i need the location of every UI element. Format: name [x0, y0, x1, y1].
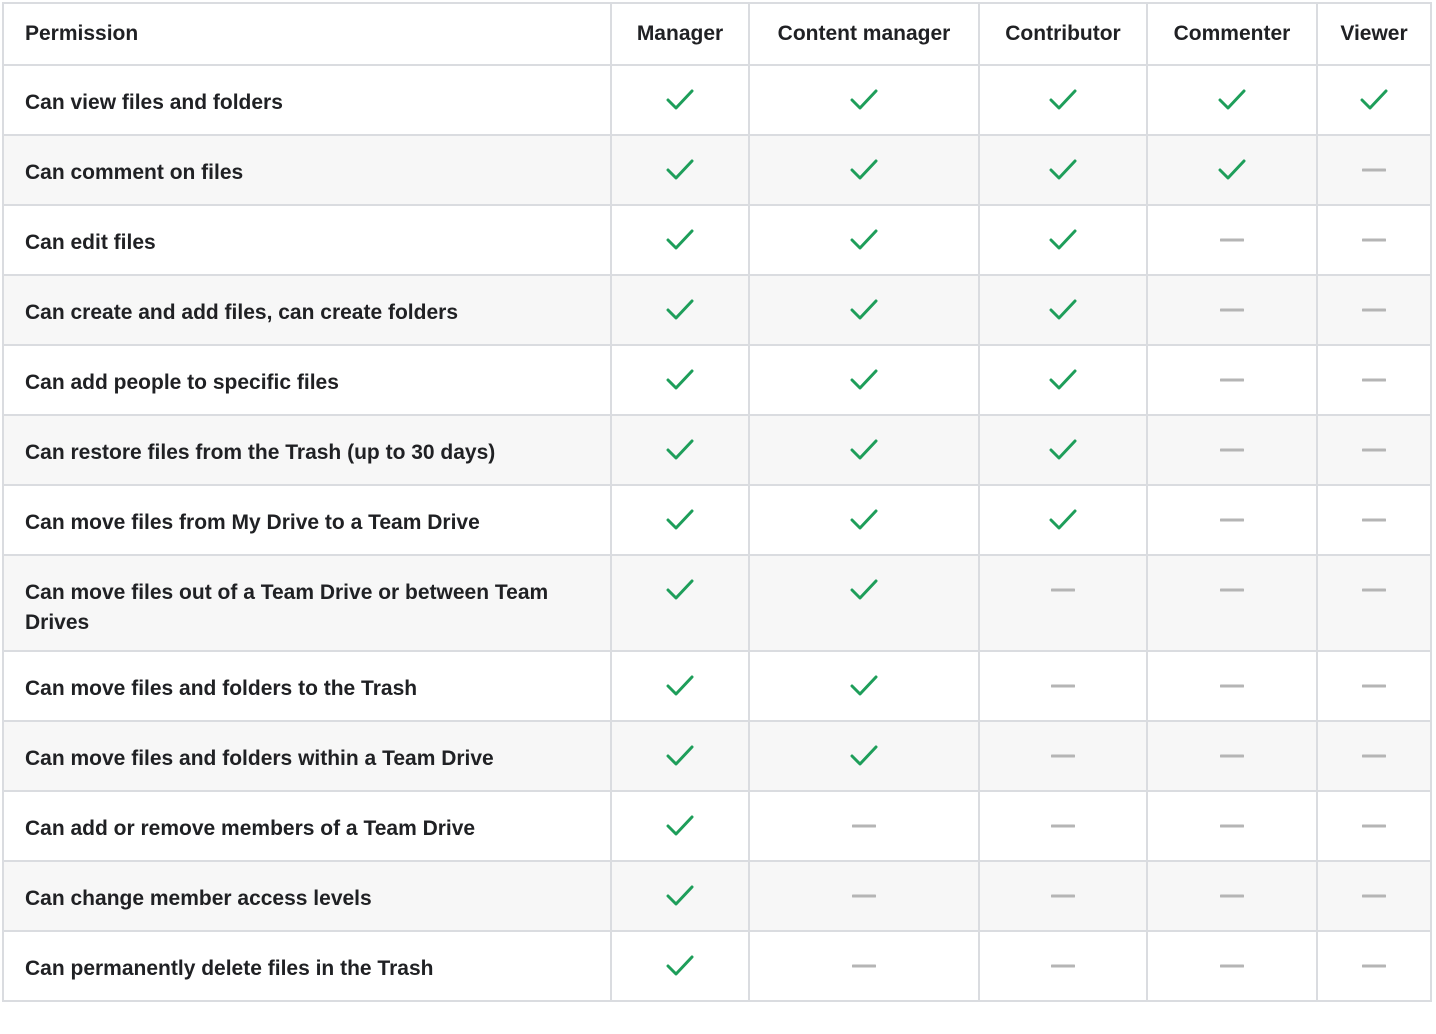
checkmark-icon	[666, 884, 694, 908]
cell-manager	[611, 415, 749, 485]
permission-label: Can comment on files	[3, 135, 611, 205]
checkmark-icon	[666, 368, 694, 392]
checkmark-icon	[850, 88, 878, 112]
checkmark-icon	[666, 438, 694, 462]
cell-viewer	[1317, 135, 1431, 205]
permissions-table-container	[2, 2, 1432, 1002]
table-row	[3, 415, 1431, 485]
dash-icon	[1362, 954, 1386, 978]
checkmark-icon	[850, 368, 878, 392]
dash-icon	[1362, 438, 1386, 462]
cell-manager	[611, 721, 749, 791]
table-row	[3, 135, 1431, 205]
checkmark-icon	[1218, 158, 1246, 182]
cell-contributor	[979, 651, 1147, 721]
dash-icon	[1220, 228, 1244, 252]
cell-contributor	[979, 931, 1147, 1001]
checkmark-icon	[850, 438, 878, 462]
cell-manager	[611, 651, 749, 721]
checkmark-icon	[666, 508, 694, 532]
dash-icon	[1220, 438, 1244, 462]
cell-commenter	[1147, 721, 1317, 791]
cell-viewer	[1317, 651, 1431, 721]
permission-label: Can create and add files, can create folders	[3, 275, 611, 345]
dash-icon	[1051, 814, 1075, 838]
dash-icon	[1051, 674, 1075, 698]
cell-commenter	[1147, 931, 1317, 1001]
dash-icon	[1220, 508, 1244, 532]
dash-icon	[1362, 884, 1386, 908]
cell-commenter	[1147, 345, 1317, 415]
dash-icon	[1362, 228, 1386, 252]
cell-viewer	[1317, 791, 1431, 861]
cell-content-manager	[749, 555, 979, 651]
cell-content-manager	[749, 205, 979, 275]
checkmark-icon	[850, 578, 878, 602]
dash-icon	[1362, 744, 1386, 768]
cell-contributor	[979, 555, 1147, 651]
checkmark-icon	[666, 674, 694, 698]
cell-contributor	[979, 485, 1147, 555]
dash-icon	[1362, 674, 1386, 698]
cell-manager	[611, 555, 749, 651]
dash-icon	[1362, 368, 1386, 392]
cell-commenter	[1147, 555, 1317, 651]
table-row	[3, 861, 1431, 931]
dash-icon	[1220, 578, 1244, 602]
column-header-viewer: Viewer	[1317, 3, 1431, 65]
cell-contributor	[979, 721, 1147, 791]
table-row	[3, 651, 1431, 721]
column-header-permission: Permission	[3, 3, 611, 65]
dash-icon	[1220, 814, 1244, 838]
permission-label: Can edit files	[3, 205, 611, 275]
cell-content-manager	[749, 275, 979, 345]
cell-manager	[611, 931, 749, 1001]
cell-viewer	[1317, 721, 1431, 791]
cell-contributor	[979, 275, 1147, 345]
cell-content-manager	[749, 861, 979, 931]
permission-label: Can move files from My Drive to a Team Drive	[3, 485, 611, 555]
cell-manager	[611, 791, 749, 861]
dash-icon	[852, 954, 876, 978]
table-row	[3, 721, 1431, 791]
table-row	[3, 345, 1431, 415]
cell-commenter	[1147, 275, 1317, 345]
permission-label: Can add people to specific files	[3, 345, 611, 415]
permission-label: Can restore files from the Trash (up to 30 days)	[3, 415, 611, 485]
dash-icon	[1362, 298, 1386, 322]
cell-content-manager	[749, 721, 979, 791]
checkmark-icon	[1360, 88, 1388, 112]
checkmark-icon	[850, 228, 878, 252]
dash-icon	[1220, 368, 1244, 392]
permission-label: Can move files and folders within a Team Drive	[3, 721, 611, 791]
column-header-manager: Manager	[611, 3, 749, 65]
checkmark-icon	[666, 578, 694, 602]
checkmark-icon	[850, 158, 878, 182]
cell-content-manager	[749, 651, 979, 721]
permission-label: Can change member access levels	[3, 861, 611, 931]
dash-icon	[1051, 744, 1075, 768]
cell-manager	[611, 205, 749, 275]
checkmark-icon	[1218, 88, 1246, 112]
dash-icon	[1051, 954, 1075, 978]
checkmark-icon	[666, 814, 694, 838]
checkmark-icon	[850, 508, 878, 532]
cell-commenter	[1147, 485, 1317, 555]
permissions-table	[2, 2, 1432, 1002]
checkmark-icon	[666, 88, 694, 112]
cell-content-manager	[749, 345, 979, 415]
cell-viewer	[1317, 345, 1431, 415]
cell-manager	[611, 861, 749, 931]
dash-icon	[1362, 158, 1386, 182]
checkmark-icon	[666, 954, 694, 978]
cell-viewer	[1317, 205, 1431, 275]
cell-contributor	[979, 135, 1147, 205]
cell-manager	[611, 65, 749, 135]
cell-viewer	[1317, 555, 1431, 651]
checkmark-icon	[1049, 368, 1077, 392]
dash-icon	[1220, 298, 1244, 322]
cell-viewer	[1317, 931, 1431, 1001]
dash-icon	[852, 884, 876, 908]
cell-manager	[611, 345, 749, 415]
permissions-table-body	[3, 65, 1431, 1001]
cell-contributor	[979, 205, 1147, 275]
cell-contributor	[979, 415, 1147, 485]
cell-contributor	[979, 345, 1147, 415]
checkmark-icon	[1049, 438, 1077, 462]
cell-manager	[611, 275, 749, 345]
table-row	[3, 275, 1431, 345]
column-header-contributor: Contributor	[979, 3, 1147, 65]
cell-commenter	[1147, 791, 1317, 861]
permission-label: Can add or remove members of a Team Drive	[3, 791, 611, 861]
dash-icon	[1051, 884, 1075, 908]
cell-commenter	[1147, 205, 1317, 275]
cell-content-manager	[749, 791, 979, 861]
dash-icon	[1220, 674, 1244, 698]
cell-commenter	[1147, 65, 1317, 135]
permission-label: Can view files and folders	[3, 65, 611, 135]
checkmark-icon	[850, 674, 878, 698]
checkmark-icon	[850, 298, 878, 322]
permission-label: Can permanently delete files in the Trash	[3, 931, 611, 1001]
dash-icon	[1220, 954, 1244, 978]
cell-contributor	[979, 861, 1147, 931]
permission-label: Can move files and folders to the Trash	[3, 651, 611, 721]
dash-icon	[1362, 578, 1386, 602]
dash-icon	[1220, 884, 1244, 908]
dash-icon	[852, 814, 876, 838]
table-row	[3, 931, 1431, 1001]
cell-contributor	[979, 791, 1147, 861]
checkmark-icon	[1049, 508, 1077, 532]
cell-contributor	[979, 65, 1147, 135]
checkmark-icon	[1049, 158, 1077, 182]
cell-viewer	[1317, 415, 1431, 485]
cell-viewer	[1317, 275, 1431, 345]
column-header-content-manager: Content manager	[749, 3, 979, 65]
checkmark-icon	[666, 228, 694, 252]
dash-icon	[1362, 508, 1386, 532]
cell-content-manager	[749, 931, 979, 1001]
cell-viewer	[1317, 65, 1431, 135]
table-row	[3, 555, 1431, 651]
checkmark-icon	[850, 744, 878, 768]
cell-manager	[611, 135, 749, 205]
cell-commenter	[1147, 135, 1317, 205]
checkmark-icon	[1049, 298, 1077, 322]
table-row	[3, 485, 1431, 555]
table-row	[3, 205, 1431, 275]
checkmark-icon	[1049, 88, 1077, 112]
checkmark-icon	[1049, 228, 1077, 252]
header-row	[3, 3, 1431, 65]
dash-icon	[1220, 744, 1244, 768]
checkmark-icon	[666, 744, 694, 768]
permission-label: Can move files out of a Team Drive or between Team Drives	[3, 555, 611, 651]
column-header-commenter: Commenter	[1147, 3, 1317, 65]
cell-content-manager	[749, 415, 979, 485]
table-row	[3, 65, 1431, 135]
cell-manager	[611, 485, 749, 555]
dash-icon	[1051, 578, 1075, 602]
cell-commenter	[1147, 415, 1317, 485]
cell-content-manager	[749, 485, 979, 555]
checkmark-icon	[666, 158, 694, 182]
cell-content-manager	[749, 135, 979, 205]
cell-viewer	[1317, 861, 1431, 931]
cell-commenter	[1147, 651, 1317, 721]
cell-viewer	[1317, 485, 1431, 555]
cell-content-manager	[749, 65, 979, 135]
table-row	[3, 791, 1431, 861]
dash-icon	[1362, 814, 1386, 838]
cell-commenter	[1147, 861, 1317, 931]
checkmark-icon	[666, 298, 694, 322]
